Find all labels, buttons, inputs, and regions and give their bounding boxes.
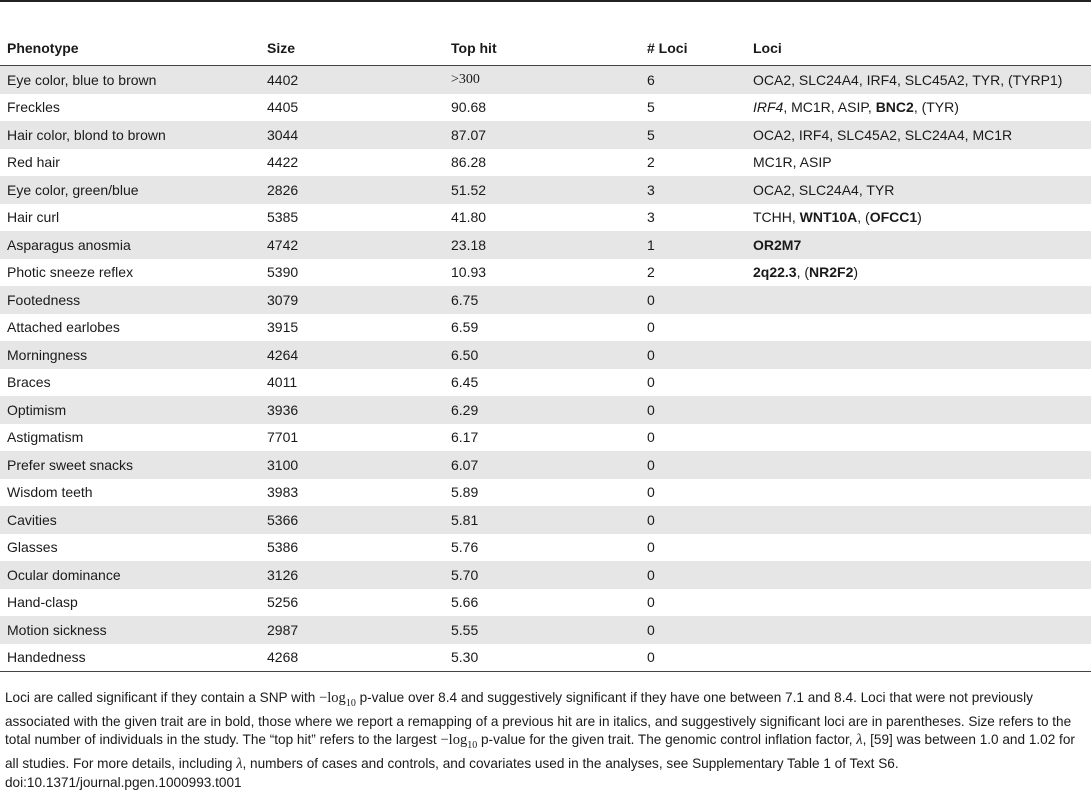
cell-top-hit: 5.76 [451, 539, 479, 556]
loci-segment: , (TYR) [913, 99, 959, 116]
cell-num-loci: 5 [640, 121, 746, 149]
loci-segment: NR2F2 [809, 264, 854, 281]
loci-segment: OCA2, IRF4, SLC45A2, SLC24A4, MC1R [753, 126, 1013, 143]
cell-loci [746, 644, 1091, 672]
cell-phenotype: Astigmatism [7, 429, 84, 446]
footnote-segment: , numbers of cases and controls, and covariates used in the analyses, see Supplementary Table 1 of Text S6. [242, 756, 899, 772]
cell-size: 4268 [260, 644, 444, 672]
cell-top-hit: 5.66 [451, 594, 479, 611]
cell-phenotype: Ocular dominance [0, 561, 260, 589]
table-body [0, 66, 1091, 672]
cell-size: 3044 [260, 121, 444, 149]
cell-size: 5366 [260, 506, 444, 534]
cell-num-loci: 0 [647, 319, 655, 336]
cell-size: 3936 [260, 396, 444, 424]
cell-top-hit: 6.50 [444, 341, 640, 369]
cell-phenotype: Hair color, blond to brown [0, 121, 260, 149]
cell-loci [746, 314, 1091, 342]
cell-num-loci: 0 [647, 484, 655, 501]
cell-loci [746, 451, 1091, 479]
cell-loci [746, 396, 1091, 424]
cell-loci [746, 561, 1091, 589]
loci-segment: OFCC1 [869, 209, 918, 226]
neg-log10-expression: $-\log_{10}$ [440, 732, 478, 752]
cell-size: 2987 [260, 616, 444, 644]
cell-num-loci: 0 [647, 539, 655, 556]
cell-size: 5256 [267, 594, 299, 611]
cell-top-hit: 10.93 [451, 264, 487, 281]
cell-phenotype: Eye color, blue to brown [0, 66, 260, 94]
cell-phenotype: Photic sneeze reflex [7, 264, 134, 281]
cell-top-hit: 5.30 [444, 644, 640, 672]
cell-loci [746, 149, 1091, 177]
cell-loci [746, 479, 1091, 507]
log-symbol: log [327, 690, 346, 706]
cell-num-loci: 0 [640, 561, 746, 589]
table-row [0, 176, 1091, 204]
cell-size: 4011 [267, 374, 298, 391]
table-row [0, 286, 1091, 314]
cell-size: 3079 [260, 286, 444, 314]
cell-size: 3100 [260, 451, 444, 479]
cell-top-hit: 6.59 [451, 319, 479, 336]
cell-loci [746, 66, 1091, 94]
table-footnote [5, 689, 1091, 792]
loci-segment: OCA2, SLC24A4, TYR [753, 181, 895, 198]
footnote-segment: p-value over 8.4 and suggestively significant if they have one between 7.1 and 8.4. Loci that were not previously associated with the given trait are in bold, those where we report a remapping of a previous hit are in italics, and suggestively significant loci are in parentheses. Size refers to the total number of individuals in the study. The “top hit” refers to the largest [5, 690, 1072, 748]
cell-num-loci: 6 [640, 66, 746, 94]
cell-loci [746, 204, 1091, 232]
loci-segment: OR2M7 [753, 236, 802, 253]
cell-loci [746, 616, 1091, 644]
table-row [0, 479, 1091, 507]
cell-num-loci: 0 [647, 374, 655, 391]
cell-size: 3983 [267, 484, 299, 501]
loci-segment: , ( [796, 264, 810, 281]
cell-top-hit: 6.17 [451, 429, 479, 446]
cell-phenotype: Cavities [0, 506, 260, 534]
cell-top-hit: 6.75 [444, 286, 640, 314]
header-top-hit: Top hit [444, 30, 640, 66]
table-row [0, 121, 1091, 149]
cell-size: 2826 [260, 176, 444, 204]
header-phenotype: Phenotype [0, 30, 260, 66]
loci-segment: , MC1R, ASIP, [783, 99, 876, 116]
cell-phenotype: Hand-clasp [7, 594, 78, 611]
table-row [0, 314, 1091, 342]
cell-num-loci: 0 [640, 616, 746, 644]
loci-segment: , ( [857, 209, 870, 226]
cell-size: 4264 [260, 341, 444, 369]
table-row [0, 94, 1091, 122]
loci-segment: OCA2, SLC24A4, IRF4, SLC45A2, TYR, (TYRP1) [753, 71, 1063, 88]
cell-loci [746, 506, 1091, 534]
cell-num-loci: 0 [640, 341, 746, 369]
cell-phenotype: Freckles [7, 99, 60, 116]
cell-phenotype: Attached earlobes [7, 319, 120, 336]
cell-loci [746, 121, 1091, 149]
cell-top-hit: 41.80 [451, 209, 487, 226]
table-row [0, 589, 1091, 617]
log-symbol: log [448, 732, 468, 749]
cell-num-loci: 0 [640, 506, 746, 534]
table-row [0, 259, 1091, 287]
cell-num-loci: 0 [640, 644, 746, 672]
table-row [0, 231, 1091, 259]
phenotype-table [0, 30, 1091, 672]
cell-size: 5385 [267, 209, 299, 226]
table-row [0, 644, 1091, 672]
cell-loci [746, 589, 1091, 617]
cell-phenotype: Footedness [0, 286, 260, 314]
table-header-row [0, 30, 1091, 66]
footnote-segment: , [59] was between 1.0 and 1.02 for all studies. For more details, including [5, 732, 1075, 772]
cell-top-hit: 6.29 [444, 396, 640, 424]
lambda-symbol: λ [856, 732, 863, 749]
table-row [0, 66, 1091, 94]
table-row [0, 341, 1091, 369]
lambda-symbol: λ [236, 756, 243, 773]
cell-loci [746, 176, 1091, 204]
cell-num-loci: 0 [640, 451, 746, 479]
cell-loci [746, 259, 1091, 287]
cell-top-hit: 5.70 [444, 561, 640, 589]
cell-size: 3126 [260, 561, 444, 589]
cell-loci [746, 424, 1091, 452]
doi-text: doi:10.1371/journal.pgen.1000993.t001 [5, 774, 242, 790]
table-row [0, 424, 1091, 452]
footnote-segment: Loci are called significant if they contain a SNP with [5, 690, 320, 705]
cell-num-loci: 3 [647, 209, 655, 226]
loci-segment: TCHH, [753, 209, 800, 226]
cell-loci [746, 341, 1091, 369]
loci-segment: BNC2 [875, 99, 914, 116]
cell-size: 4402 [260, 66, 444, 94]
cell-num-loci: 3 [640, 176, 746, 204]
cell-num-loci: 5 [647, 99, 655, 116]
table-row [0, 204, 1091, 232]
cell-loci [746, 286, 1091, 314]
cell-num-loci: 0 [647, 594, 655, 611]
cell-num-loci: 0 [647, 429, 655, 446]
cell-num-loci: 0 [640, 286, 746, 314]
cell-num-loci: 2 [647, 154, 655, 171]
table-top-rule [0, 0, 1091, 2]
table-row [0, 396, 1091, 424]
cell-top-hit: 90.68 [451, 99, 487, 116]
cell-top-hit: 5.81 [444, 506, 640, 534]
loci-segment: 2q22.3 [753, 264, 797, 281]
cell-phenotype: Optimism [0, 396, 260, 424]
cell-loci [746, 231, 1091, 259]
cell-top-hit: 5.55 [444, 616, 640, 644]
cell-loci [746, 94, 1091, 122]
cell-phenotype: Wisdom teeth [7, 484, 93, 501]
footnote-text [5, 689, 1091, 774]
loci-segment: ) [917, 209, 922, 226]
cell-phenotype: Prefer sweet snacks [0, 451, 260, 479]
cell-size: 7701 [267, 429, 299, 446]
cell-phenotype: Handedness [0, 644, 260, 672]
cell-top-hit: 6.07 [444, 451, 640, 479]
table-row [0, 149, 1091, 177]
cell-phenotype: Eye color, green/blue [0, 176, 260, 204]
table-row [0, 534, 1091, 562]
cell-top-hit: 23.18 [444, 231, 640, 259]
cell-size: 4742 [260, 231, 444, 259]
cell-num-loci: 2 [647, 264, 655, 281]
cell-num-loci: 0 [640, 396, 746, 424]
table-row [0, 561, 1091, 589]
loci-segment: IRF4 [753, 99, 784, 116]
cell-top-hit: >300 [444, 66, 640, 94]
cell-phenotype: Morningness [0, 341, 260, 369]
cell-top-hit: 86.28 [451, 154, 487, 171]
cell-phenotype: Glasses [7, 539, 58, 556]
loci-segment: ) [853, 264, 859, 281]
cell-top-hit: 51.52 [444, 176, 640, 204]
cell-size: 5386 [267, 539, 299, 556]
cell-loci [746, 369, 1091, 397]
table-row [0, 369, 1091, 397]
cell-size: 5390 [267, 264, 299, 281]
cell-size: 3915 [267, 319, 299, 336]
cell-top-hit: 5.89 [451, 484, 479, 501]
cell-phenotype: Hair curl [7, 209, 60, 226]
cell-phenotype: Motion sickness [0, 616, 260, 644]
cell-phenotype: Red hair [7, 154, 60, 171]
cell-top-hit: 87.07 [444, 121, 640, 149]
cell-phenotype: Braces [7, 374, 51, 391]
cell-loci [746, 534, 1091, 562]
table-row [0, 616, 1091, 644]
header-loci: Loci [746, 30, 1091, 66]
cell-num-loci: 1 [640, 231, 746, 259]
cell-size: 4405 [267, 99, 299, 116]
header-num-loci: # Loci [640, 30, 746, 66]
cell-phenotype: Asparagus anosmia [0, 231, 260, 259]
loci-segment: MC1R, ASIP [753, 154, 832, 171]
table-row [0, 506, 1091, 534]
cell-top-hit: 6.45 [451, 374, 479, 391]
cell-size: 4422 [267, 154, 299, 171]
footnote-segment: p-value for the given trait. The genomic control inflation factor, [477, 732, 857, 748]
loci-segment: WNT10A [799, 209, 858, 226]
table-row [0, 451, 1091, 479]
header-size: Size [260, 30, 444, 66]
neg-log10-expression: $-\log_{10}$ [319, 690, 356, 709]
